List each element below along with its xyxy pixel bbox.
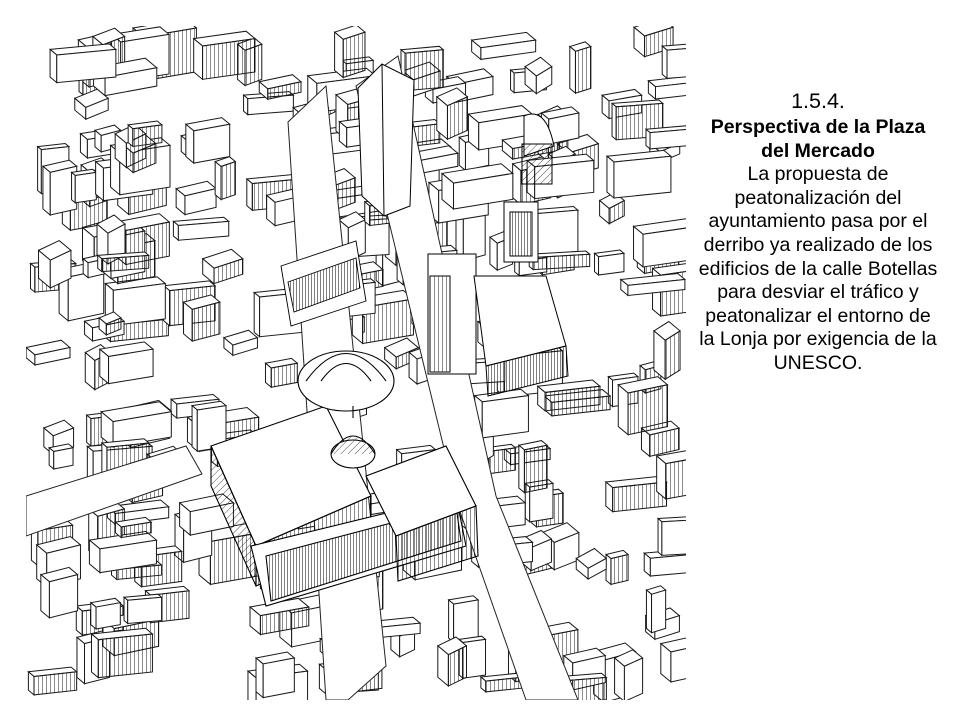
block-wall <box>513 164 521 205</box>
block-wall <box>335 32 344 77</box>
block-wall <box>57 49 116 82</box>
block-wall <box>102 255 149 271</box>
block-wall <box>49 575 77 618</box>
block-wall <box>256 658 263 698</box>
block-wall <box>533 210 578 255</box>
block-wall <box>254 292 259 336</box>
block-wall <box>454 600 479 642</box>
block-wall <box>618 385 628 435</box>
block-wall <box>662 519 686 556</box>
block-wall <box>658 519 662 556</box>
block-wall <box>652 590 666 633</box>
block-wall <box>128 597 162 623</box>
block-wall <box>365 202 370 226</box>
block-wall <box>30 263 34 292</box>
block-wall <box>612 103 616 139</box>
block-wall <box>650 129 686 149</box>
block-wall <box>595 253 599 275</box>
block-wall <box>38 147 42 194</box>
block-wall <box>124 597 128 623</box>
block-wall <box>194 39 203 80</box>
block-wall <box>519 445 525 492</box>
slide-caption <box>698 88 938 376</box>
block-wall <box>667 46 686 78</box>
block-wall <box>43 166 50 215</box>
block-wall <box>221 162 235 200</box>
block-wall <box>96 162 104 201</box>
block-wall <box>265 363 271 387</box>
block-wall <box>606 482 613 512</box>
block-wall <box>244 95 248 115</box>
block-wall <box>77 637 85 683</box>
block-wall <box>186 124 194 163</box>
block-wall <box>87 415 91 446</box>
block-wall <box>606 555 611 585</box>
block-wall <box>72 172 76 202</box>
block-wall <box>192 302 220 341</box>
block-wall <box>490 237 497 270</box>
block-wall <box>611 555 628 585</box>
block-wall <box>247 179 253 210</box>
block-wall <box>614 156 671 198</box>
block-wall <box>575 47 590 94</box>
figure-description: La propuesta de peatonalización del ayuntamiento pasa por el derribo ya realizado de los edificios de la calle Botellas para desviar el tráfico y peatonalizar el entorno de la Lonja por exigencia de la UNESCO. <box>698 163 938 374</box>
block-wall <box>449 600 454 642</box>
block-wall <box>98 255 102 271</box>
block-wall <box>133 125 162 147</box>
tall-building <box>358 64 414 216</box>
block-wall <box>533 254 590 269</box>
block-wall <box>482 396 528 438</box>
block-wall <box>646 129 650 149</box>
block-wall <box>184 302 193 341</box>
block-wall <box>75 172 96 202</box>
block-wall <box>524 445 547 492</box>
block-wall <box>343 32 365 77</box>
block-wall <box>128 125 133 147</box>
block-wall <box>98 634 152 678</box>
block-wall <box>628 385 667 435</box>
block-wall <box>68 270 103 321</box>
block-wall <box>41 575 50 618</box>
block-wall <box>511 70 515 93</box>
block-wall <box>657 456 666 499</box>
block-wall <box>203 39 255 80</box>
block-wall <box>607 156 614 198</box>
block-wall <box>96 603 120 629</box>
block-wall <box>91 603 96 629</box>
figure-title: Perspectiva de la Plaza del Mercado <box>710 116 926 162</box>
figure-number: 1.5.4. <box>791 89 845 113</box>
block-wall <box>646 590 651 633</box>
block-wall <box>459 137 465 170</box>
block-wall <box>263 658 294 698</box>
block-wall <box>54 448 73 469</box>
block-wall <box>91 634 98 678</box>
block-wall <box>570 47 576 94</box>
block-wall <box>215 162 221 200</box>
block-wall <box>49 448 54 469</box>
aerial-perspective-drawing <box>26 26 686 700</box>
block-wall <box>599 253 624 275</box>
block-wall <box>271 363 297 387</box>
block-wall <box>662 46 667 78</box>
block-wall <box>83 259 88 278</box>
block-wall <box>194 124 230 163</box>
block-wall <box>192 406 197 451</box>
block-wall <box>28 672 34 695</box>
block-wall <box>50 49 57 82</box>
drawing-canvas <box>26 26 686 700</box>
